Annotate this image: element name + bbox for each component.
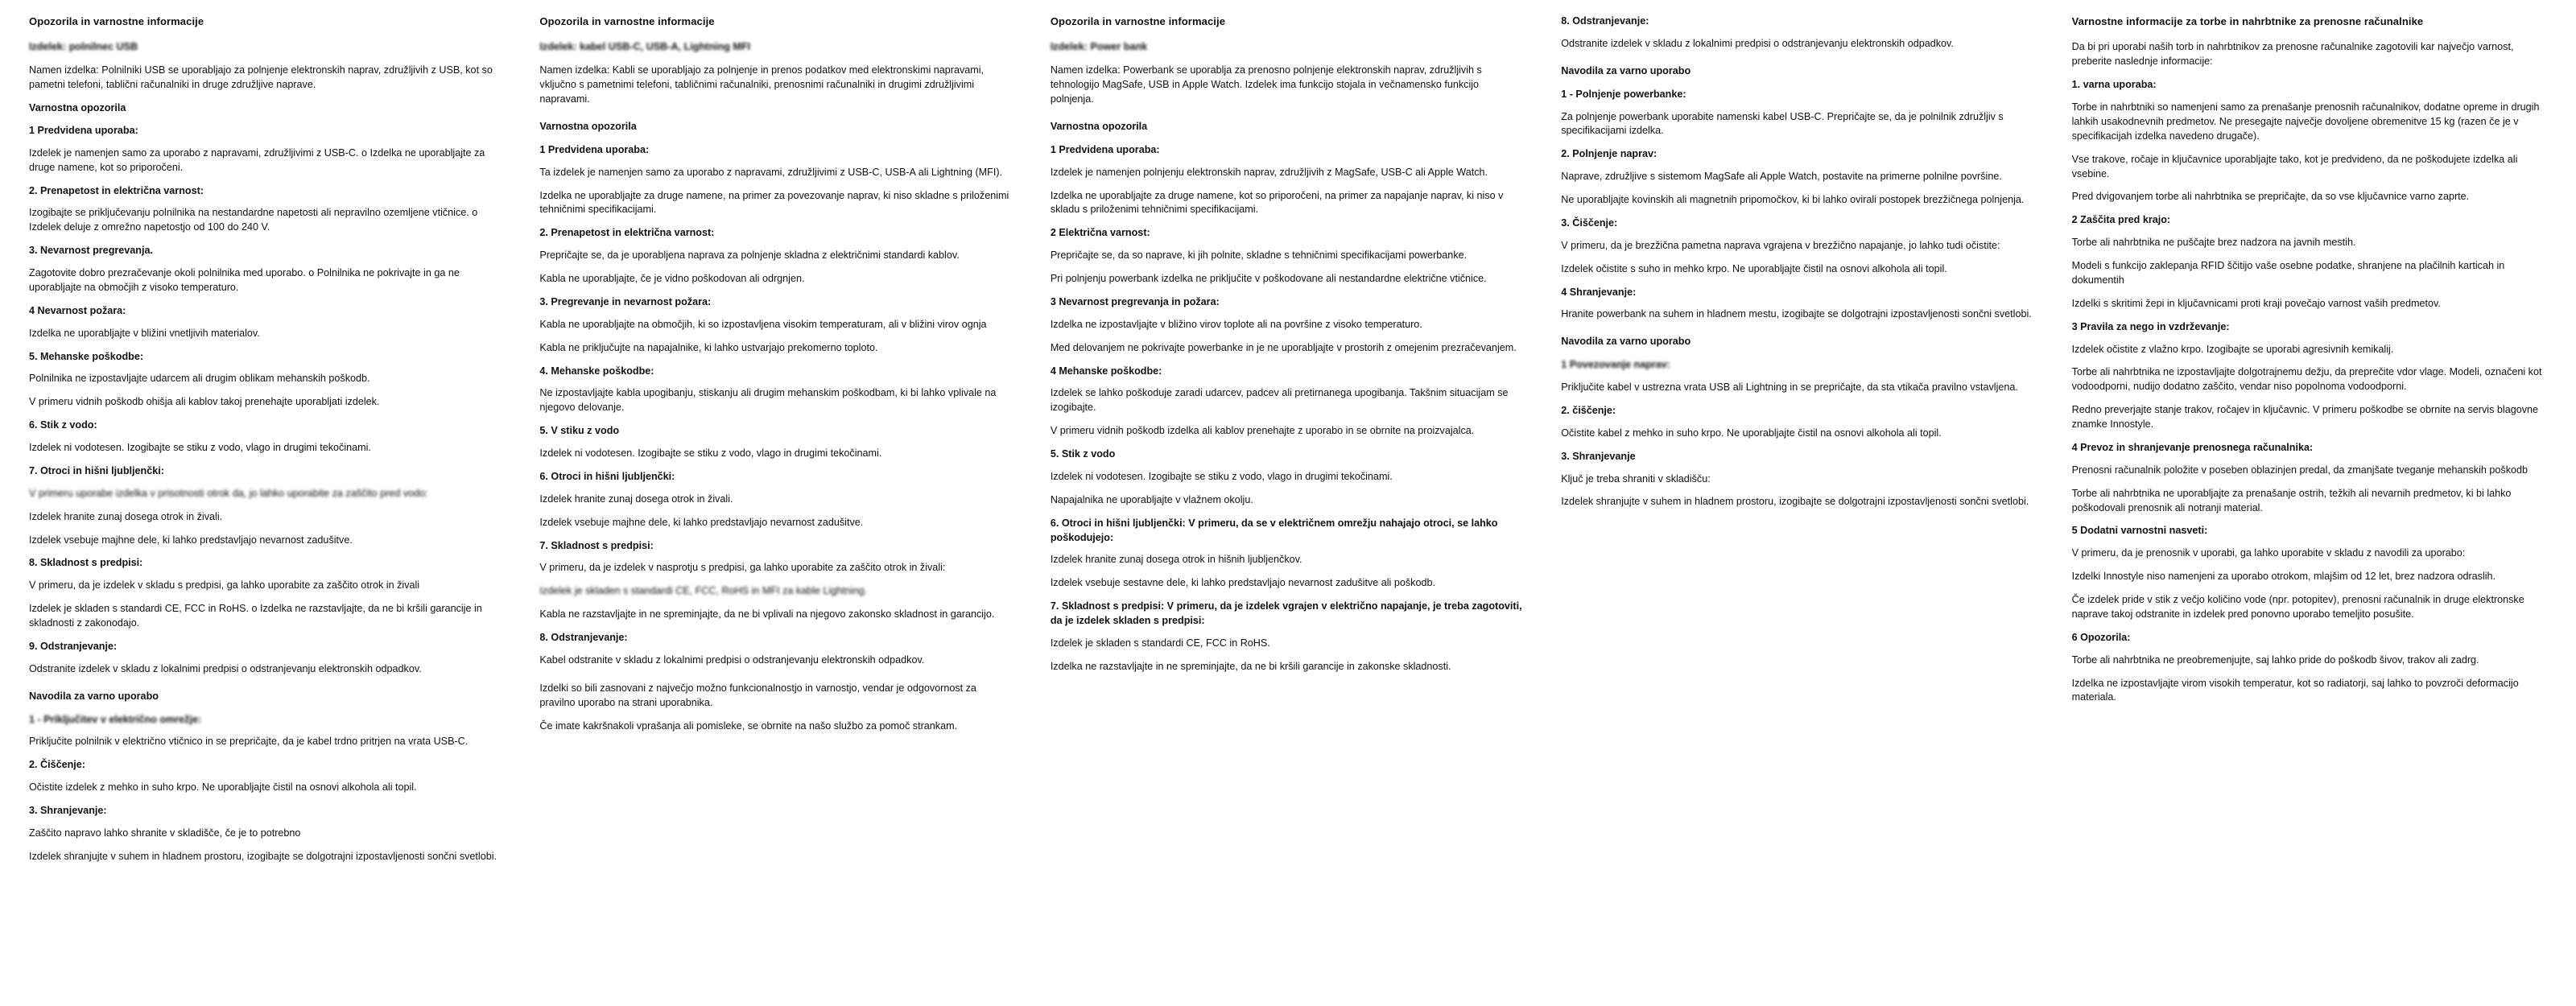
paragraph: Izdelki s skritimi žepi in ključavnicami proti kraji povečajo varnost vaših predmetov. <box>2071 297 2441 309</box>
paragraph: Izdelka ne izpostavljajte virom visokih temperatur, kot so radiatorji, saj lahko to povzroči deformacijo materiala. <box>2071 677 2519 703</box>
section-heading: 1 - Polnjenje powerbanke: <box>1561 88 1686 100</box>
paragraph: Torbe ali nahrbtnika ne puščajte brez nadzora na javnih mestih. <box>2071 237 2356 249</box>
paragraph: Odstranite izdelek v skladu z lokalnimi predpisi o odstranjevanju elektronskih odpadkov. <box>1561 37 1954 49</box>
column-title: Opozorila in varnostne informacije <box>1050 15 1226 27</box>
section-heading: 3. Čiščenje: <box>1561 216 1618 229</box>
paragraph: Naprave, združljive s sistemom MagSafe ali Apple Watch, postavite na primerne polnilne površine. <box>1561 171 2002 183</box>
paragraph: Izdelek shranjujte v suhem in hladnem prostoru, izogibajte se dolgotrajni izpostavljenosti sončni svetlobi. <box>29 850 497 862</box>
section-heading: 4 Nevarnost požara: <box>29 304 126 316</box>
paragraph: Priključite kabel v ustrezna vrata USB ali Lightning in se prepričajte, da sta vtikača pravilno vstavljena. <box>1561 381 2018 393</box>
paragraph: Izdelek je namenjen samo za uporabo z napravami, združljivimi z USB-C. o Izdelka ne uporabljajte za druge namene, kot so priporočeni. <box>29 146 485 173</box>
section-heading: 6. Stik z vodo: <box>29 419 97 431</box>
section-heading: 2. čiščenje: <box>1561 404 1616 416</box>
paragraph: Kabla ne uporabljajte, če je vidno poškodovan ali odrgnjen. <box>539 273 805 285</box>
paragraph: Namen izdelka: Powerbank se uporablja za prenosno polnjenje elektronskih naprav, združljivih s tehnologijo MagSafe, USB in Apple Watch. Izdelek ima funkcijo stojala in večnamensko funkcijo polnjenja. <box>1050 64 1482 105</box>
product-label: Izdelek: polnilnec USB <box>29 41 138 53</box>
section-title: Varnostna opozorila <box>1050 120 1148 132</box>
product-label: Izdelek: Power bank <box>1050 41 1148 53</box>
paragraph: Izdelka ne izpostavljajte v bližino virov toplote ali na površine z visoko temperaturo. <box>1050 318 1422 330</box>
paragraph: Izdelka ne razstavljajte in ne spreminjajte, da ne bi kršili garancije in zakonske skladnosti. <box>1050 660 1451 672</box>
section-heading: 1 Predvidena uporaba: <box>1050 143 1160 155</box>
paragraph: Za polnjenje powerbank uporabite namenski kabel USB-C. Prepričajte se, da je polnilnik združljiv s specifikacijami izdelka. <box>1561 110 2004 137</box>
section-heading: 1 Povezovanje naprav: <box>1561 359 1671 371</box>
paragraph: Kabla ne razstavljajte in ne spreminjajte, da ne bi vplivali na njegovo zakonsko skladnost in garancijo. <box>539 608 995 621</box>
paragraph: Kabel odstranite v skladu z lokalnimi predpisi o odstranjevanju elektronskih odpadkov. <box>539 653 925 666</box>
paragraph: Pri polnjenju powerbank izdelka ne priključite v poškodovane ali nestandardne električne vtičnice. <box>1050 273 1487 285</box>
paragraph: V primeru uporabe izdelka v prisotnosti otrok da, jo lahko uporabite za zaščito pred vodo: <box>29 487 428 499</box>
section-heading: 2. Prenapetost in električna varnost: <box>539 227 715 239</box>
paragraph: V primeru, da je brezžična pametna naprava vgrajena v brezžično napajanje, jo lahko tudi očistite: <box>1561 239 2000 251</box>
section-heading: 4 Mehanske poškodbe: <box>1050 365 1162 377</box>
paragraph: Izdelek je skladen s standardi CE, FCC, RoHS in MFI za kable Lightning. <box>539 585 868 597</box>
document-column <box>522 14 1032 1006</box>
section-title: Navodila za varno uporabo <box>29 690 159 702</box>
paragraph: Izdelek ni vodotesen. Izogibajte se stiku z vodo, vlago in drugimi tekočinami. <box>1050 470 1393 482</box>
paragraph: Izdelki Innostyle niso namenjeni za uporabo otrokom, mlajšim od 12 let, brez nadzora odraslih. <box>2071 571 2496 583</box>
document-column <box>1033 14 1543 1006</box>
document-column <box>1543 14 2054 1006</box>
paragraph: Izdelek očistite s suho in mehko krpo. Ne uporabljajte čistil na osnovi alkohola ali topil. <box>1561 262 1947 274</box>
paragraph: Torbe ali nahrbtnika ne izpostavljajte dolgotrajnemu dežju, da preprečite vdor vlage. Modeli, označeni kot vodoodporni, nudijo dodatno zaščito, vendar niso popolnoma vodoodporni. <box>2071 366 2542 393</box>
section-heading: 5. V stiku z vodo <box>539 425 620 437</box>
section-heading: 3. Nevarnost pregrevanja. <box>29 245 153 257</box>
paragraph: Polnilnika ne izpostavljajte udarcem ali drugim oblikam mehanskih poškodb. <box>29 373 370 385</box>
section-heading: 8. Skladnost s predpisi: <box>29 557 143 569</box>
section-heading: 7. Skladnost s predpisi: V primeru, da je izdelek vgrajen v električno napajanje, je treba zagotoviti, da je izdelek skladen s predpisi: <box>1050 600 1522 627</box>
section-heading: 2. Čiščenje: <box>29 759 85 771</box>
paragraph: Ne uporabljajte kovinskih ali magnetnih pripomočkov, ki bi lahko ovirali postopek brezžičnega polnjenja. <box>1561 194 2025 205</box>
paragraph: Torbe in nahrbtniki so namenjeni samo za prenašanje prenosnih računalnikov, dodatne opreme in drugih lahkih usakodnevnih predmetov. Ne presegajte največje dovoljene obremenitve 15 kg (razen če je v specifikacijah izdelka navedeno drugače). <box>2071 101 2540 142</box>
paragraph: V primeru vidnih poškodb izdelka ali kablov prenehajte z uporabo in se obrnite na proizvajalca. <box>1050 425 1475 437</box>
paragraph: V primeru, da je prenosnik v uporabi, ga lahko uporabite v skladu z navodili za uporabo: <box>2071 547 2466 559</box>
paragraph: Med delovanjem ne pokrivajte powerbanke in je ne uporabljajte v prostorih z omejenim prezračevanjem. <box>1050 341 1517 353</box>
paragraph: Prepričajte se, da so naprave, ki jih polnite, skladne s tehničnimi specifikacijami powerbanke. <box>1050 249 1468 262</box>
paragraph: Napajalnika ne uporabljajte v vlažnem okolju. <box>1050 493 1253 505</box>
paragraph: Da bi pri uporabi naših torb in nahrbtnikov za prenosne računalnike zagotovili kar največjo varnost, preberite naslednje informacije: <box>2071 41 2514 68</box>
section-heading: 3 Nevarnost pregrevanja in požara: <box>1050 295 1220 307</box>
section-title: Varnostna opozorila <box>539 120 637 132</box>
paragraph: Izdelek je namenjen polnjenju elektronskih naprav, združljivih z MagSafe, USB-C ali Apple Watch. <box>1050 166 1488 178</box>
paragraph: Izdelek vsebuje sestavne dele, ki lahko predstavljajo nevarnost zadušitve ali poškodb. <box>1050 577 1435 589</box>
paragraph: Izdelek je skladen s standardi CE, FCC in RoHS. <box>1050 637 1270 649</box>
paragraph: Zagotovite dobro prezračevanje okoli polnilnika med uporabo. o Polnilnika ne pokrivajte in ga ne uporabljajte na območjih z visoko temperaturo. <box>29 267 460 293</box>
column-title: Varnostne informacije za torbe in nahrbtnike za prenosne računalnike <box>2071 15 2424 27</box>
section-heading: 5. Stik z vodo <box>1050 448 1116 460</box>
paragraph: Izdelek shranjujte v suhem in hladnem prostoru, izogibajte se dolgotrajni izpostavljenosti sončni svetlobi. <box>1561 496 2029 508</box>
paragraph: Ta izdelek je namenjen samo za uporabo z napravami, združljivimi z USB-C, USB-A ali Lightning (MFI). <box>539 166 1003 178</box>
section-heading: 4. Mehanske poškodbe: <box>539 365 654 377</box>
paragraph: Kabla ne priključujte na napajalnike, ki lahko ustvarjajo prekomerno toploto. <box>539 341 878 353</box>
paragraph: Izdelek ni vodotesen. Izogibajte se stiku z vodo, vlago in drugimi tekočinami. <box>29 442 371 454</box>
section-heading: 2. Polnjenje naprav: <box>1561 148 1657 160</box>
section-heading: 5 Dodatni varnostni nasveti: <box>2071 525 2208 537</box>
paragraph: Izdelek očistite z vlažno krpo. Izogibajte se uporabi agresivnih kemikalij. <box>2071 343 2394 355</box>
paragraph: Modeli s funkcijo zaklepanja RFID ščitijo vaše osebne podatke, shranjene na plačilnih karticah in dokumentih <box>2071 260 2505 286</box>
paragraph: Izdelka ne uporabljajte v bližini vnetljivih materialov. <box>29 327 260 339</box>
paragraph: Izogibajte se priključevanju polnilnika na nestandardne napetosti ali nepravilno ozemljene vtičnice. o Izdelek deluje z omrežno napetostjo od 100 do 240 V. <box>29 207 478 233</box>
paragraph: Hranite powerbank na suhem in hladnem mestu, izogibajte se dolgotrajni izpostavljenosti sončni svetlobi. <box>1561 308 2032 320</box>
section-heading: 6. Otroci in hišni ljubljenčki: <box>539 470 675 482</box>
paragraph: Vse trakove, ročaje in ključavnice uporabljajte tako, kot je predvideno, da ne poškodujete izdelka ali vsebine. <box>2071 153 2518 179</box>
product-label: Izdelek: kabel USB-C, USB-A, Lightning MFI <box>539 41 751 53</box>
section-heading: 2. Prenapetost in električna varnost: <box>29 184 204 196</box>
section-heading: Varnostna opozorila <box>29 102 126 114</box>
paragraph: Prenosni računalnik položite v poseben oblazinjen predal, da zmanjšate tveganje mehanskih poškodb <box>2071 464 2529 476</box>
paragraph: Izdelek vsebuje majhne dele, ki lahko predstavljajo nevarnost zadušitve. <box>29 534 353 546</box>
section-heading: 8. Odstranjevanje: <box>1561 15 1649 27</box>
paragraph: Namen izdelka: Polnilniki USB se uporabljajo za polnjenje elektronskih naprav, združljivih z USB, kot so pametni telefoni, tablični računalniki in druge združljive naprave. <box>29 64 493 91</box>
paragraph: V primeru, da je izdelek v nasprotju s predpisi, ga lahko uporabite za zaščito otrok in živali: <box>539 562 946 574</box>
paragraph: Zaščito napravo lahko shranite v skladišče, če je to potrebno <box>29 827 301 839</box>
section-title: Navodila za varno uporabo <box>1561 336 1691 348</box>
section-heading: 5. Mehanske poškodbe: <box>29 350 144 362</box>
document-column <box>11 14 522 1006</box>
paragraph: Ne izpostavljajte kabla upogibanju, stiskanju ali drugim mehanskim poškodbam, ki bi lahko vplivale na njegovo delovanje. <box>539 387 997 414</box>
paragraph: Očistite izdelek z mehko in suho krpo. Ne uporabljajte čistil na osnovi alkohola ali topil. <box>29 781 417 794</box>
paragraph: Torbe ali nahrbtnika ne uporabljajte za prenašanje ostrih, težkih ali nevarnih predmetov, ki bi lahko poškodovali prenosnik ali notranji material. <box>2071 487 2512 513</box>
section-heading: 3. Shranjevanje: <box>29 805 107 817</box>
section-heading: 9. Odstranjevanje: <box>29 640 118 652</box>
section-heading: 6. Otroci in hišni ljubljenčki: V primeru, da se v električnem omrežju nahajajo otroci, se lahko poškodujejo: <box>1050 517 1498 543</box>
section-heading: 1 - Priključitev v električno omrežje: <box>29 713 202 725</box>
section-heading: 7. Skladnost s predpisi: <box>539 539 654 551</box>
paragraph: Izdelek vsebuje majhne dele, ki lahko predstavljajo nevarnost zadušitve. <box>539 516 864 528</box>
section-heading: 6 Opozorila: <box>2071 631 2131 643</box>
paragraph: Pred dvigovanjem torbe ali nahrbtnika se prepričajte, da so vse ključavnice varno zaprte. <box>2071 191 2470 203</box>
paragraph: V primeru vidnih poškodb ohišja ali kablov takoj prenehajte uporabljati izdelek. <box>29 396 380 408</box>
section-heading: 4 Prevoz in shranjevanje prenosnega računalnika: <box>2071 441 2314 453</box>
section-heading: 4 Shranjevanje: <box>1561 286 1637 298</box>
paragraph: Izdelek je skladen s standardi CE, FCC in RoHS. o Izdelka ne razstavljajte, da ne bi kršili garancije in skladnosti z zakonodajo. <box>29 603 482 629</box>
column-title: Opozorila in varnostne informacije <box>539 15 715 27</box>
paragraph: Odstranite izdelek v skladu z lokalnimi predpisi o odstranjevanju elektronskih odpadkov. <box>29 662 422 674</box>
paragraph: Če izdelek pride v stik z večjo količino vode (npr. potopitev), prenosni računalnik in druge elektronske naprave takoj odstranite in izdelek pred ponovno uporabo temeljito posušite. <box>2071 594 2524 620</box>
paragraph: Če imate kakršnakoli vprašanja ali pomisleke, se obrnite na našo službo za pomoč strankam. <box>539 719 958 732</box>
section-heading: 3. Shranjevanje <box>1561 450 1636 462</box>
paragraph: Izdelek hranite zunaj dosega otrok in živali. <box>29 510 223 522</box>
section-heading: 7. Otroci in hišni ljubljenčki: <box>29 464 164 476</box>
paragraph: Torbe ali nahrbtnika ne preobremenjujte, saj lahko pride do poškodb šivov, trakov ali zadrg. <box>2071 653 2479 666</box>
paragraph: Prepričajte se, da je uporabljena naprava za polnjenje skladna z električnimi standardi kablov. <box>539 249 960 262</box>
section-heading: 1 Predvidena uporaba: <box>539 143 650 155</box>
paragraph: Očistite kabel z mehko in suho krpo. Ne uporabljajte čistil na osnovi alkohola ali topil. <box>1561 427 1942 439</box>
document-column <box>2054 14 2565 1006</box>
section-heading: 1 Predvidena uporaba: <box>29 124 138 136</box>
section-heading: 1. varna uporaba: <box>2071 79 2157 91</box>
paragraph: Izdelek se lahko poškoduje zaradi udarcev, padcev ali pretirnanega upogibanja. Takšnim situacijam se izogibajte. <box>1050 387 1509 414</box>
section-heading: 2 Električna varnost: <box>1050 227 1150 239</box>
paragraph: Izdelka ne uporabljajte za druge namene, na primer za povezovanje naprav, ki niso skladne s priloženimi tehničnimi specifikacijami. <box>539 189 1009 216</box>
paragraph: Ključ je treba shraniti v skladišču: <box>1561 472 1711 484</box>
section-heading: 3. Pregrevanje in nevarnost požara: <box>539 295 712 307</box>
paragraph: Kabla ne uporabljajte na območjih, ki so izpostavljena visokim temperaturam, ali v bližini virov ognja <box>539 318 987 330</box>
column-title: Opozorila in varnostne informacije <box>29 15 204 27</box>
section-title: Navodila za varno uporabo <box>1561 64 1691 76</box>
section-heading: 8. Odstranjevanje: <box>539 632 628 644</box>
section-heading: 3 Pravila za nego in vzdrževanje: <box>2071 320 2230 332</box>
paragraph: Namen izdelka: Kabli se uporabljajo za polnjenje in prenos podatkov med elektronskimi napravami, vključno s pametnimi telefoni, tabličnimi računalniki, prenosnimi računalniki in drugimi združljivimi napravami. <box>539 64 985 105</box>
paragraph: Izdelek ni vodotesen. Izogibajte se stiku z vodo, vlago in drugimi tekočinami. <box>539 447 882 460</box>
section-heading: 2 Zaščita pred krajo: <box>2071 214 2171 226</box>
paragraph: Izdelek hranite zunaj dosega otrok in hišnih ljubljenčkov. <box>1050 554 1302 566</box>
paragraph: Izdelek hranite zunaj dosega otrok in živali. <box>539 493 733 505</box>
paragraph: Izdelka ne uporabljajte za druge namene, kot so priporočeni, na primer za napajanje naprav, ki niso v skladu s priloženimi tehničnimi specifikacijami. <box>1050 189 1504 216</box>
paragraph: Redno preverjajte stanje trakov, ročajev in ključavnic. V primeru poškodbe se obrnite na servis blagovne znamke Innostyle. <box>2071 404 2539 431</box>
paragraph: V primeru, da je izdelek v skladu s predpisi, ga lahko uporabite za zaščito otrok in živali <box>29 579 420 592</box>
paragraph: Izdelki so bili zasnovani z največjo možno funkcionalnostjo in varnostjo, vendar je odgovornost za pravilno uporabo na strani uporabnika. <box>539 682 976 708</box>
paragraph: Priključite polnilnik v električno vtičnico in se prepričajte, da je kabel trdno pritrjen na vrata USB-C. <box>29 736 469 748</box>
